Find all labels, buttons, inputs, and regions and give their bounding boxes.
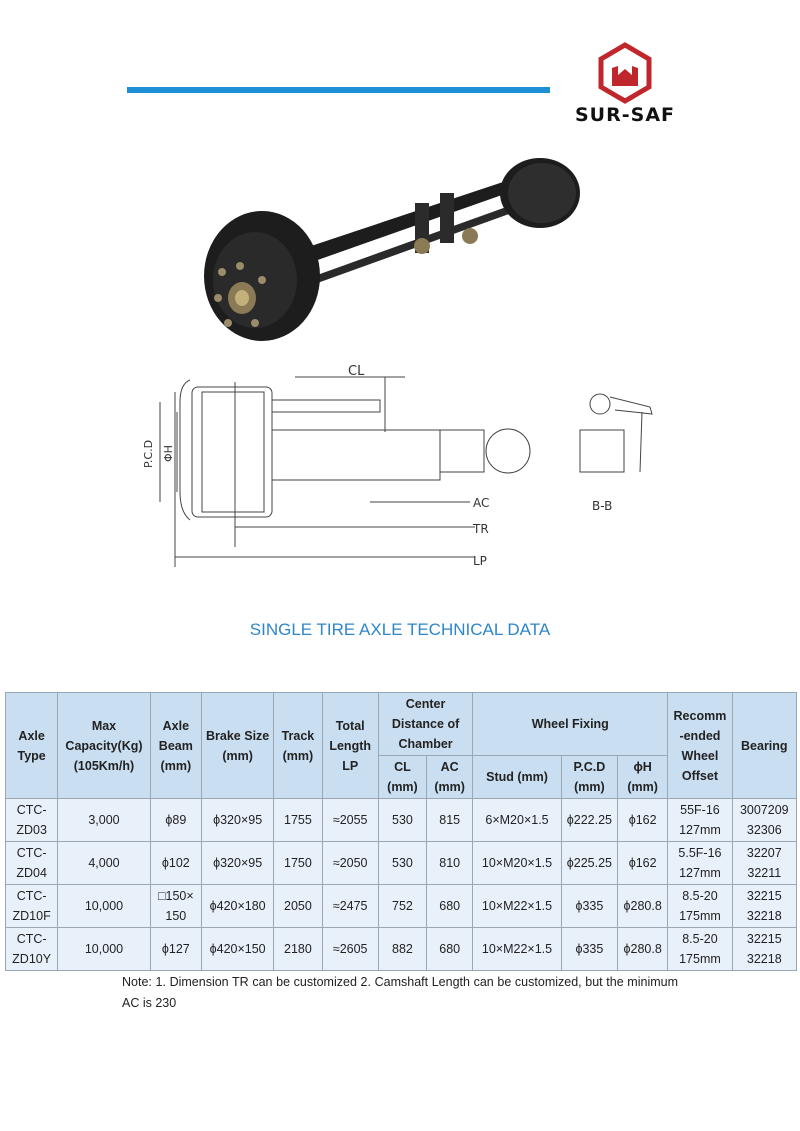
cell-cl: 752 — [378, 885, 426, 928]
logo-mark-icon — [560, 42, 690, 104]
cell-type: CTC-ZD10Y — [6, 928, 58, 971]
cell-ac: 680 — [427, 885, 473, 928]
cell-cl: 530 — [378, 842, 426, 885]
cell-beam: ϕ127 — [150, 928, 201, 971]
header-cl: CL (mm) — [378, 756, 426, 799]
cell-phi-h: ϕ162 — [618, 799, 668, 842]
cell-brake: ϕ420×150 — [201, 928, 273, 971]
cell-capacity: 3,000 — [58, 799, 150, 842]
cell-bearing: 32215 32218 — [732, 885, 796, 928]
cell-beam: ϕ102 — [150, 842, 201, 885]
label-cl: CL — [348, 364, 365, 379]
cell-capacity: 10,000 — [58, 885, 150, 928]
table-row — [6, 928, 797, 971]
footnote: Note: 1. Dimension TR can be customized 2. Camshaft Length can be customized, but the minimum AC is 230 — [122, 975, 678, 1010]
header-wheel-fixing: Wheel Fixing — [473, 693, 668, 756]
header-bearing: Bearing — [732, 693, 796, 799]
cell-stud: 10×M22×1.5 — [473, 885, 561, 928]
label-section-bb: B-B — [592, 499, 613, 513]
cell-pcd: ϕ335 — [561, 885, 617, 928]
cell-ac: 810 — [427, 842, 473, 885]
cell-type: CTC-ZD03 — [6, 799, 58, 842]
cell-brake: ϕ420×180 — [201, 885, 273, 928]
cell-cl: 882 — [378, 928, 426, 971]
cell-track: 1755 — [274, 799, 322, 842]
header-axle-type: Axle Type — [6, 693, 58, 799]
cell-bearing: 32215 32218 — [732, 928, 796, 971]
header-brake-size: Brake Size (mm) — [201, 693, 273, 799]
cell-stud: 10×M20×1.5 — [473, 842, 561, 885]
cell-offset: 55F-16 127mm — [668, 799, 732, 842]
header-wheel-offset: Recomm -ended Wheel Offset — [668, 693, 732, 799]
header-phi-h: ϕH (mm) — [618, 756, 668, 799]
header-total-length: Total Length LP — [322, 693, 378, 799]
cell-phi-h: ϕ280.8 — [618, 885, 668, 928]
cell-offset: 8.5-20 175mm — [668, 928, 732, 971]
cell-ac: 815 — [427, 799, 473, 842]
cell-track: 1750 — [274, 842, 322, 885]
cell-ac: 680 — [427, 928, 473, 971]
axle-product-photo — [200, 148, 590, 348]
cell-pcd: ϕ335 — [561, 928, 617, 971]
axle-technical-drawing — [130, 362, 670, 582]
header-stud: Stud (mm) — [473, 756, 561, 799]
label-ac: AC — [473, 496, 490, 510]
cell-lp: ≈2605 — [322, 928, 378, 971]
cell-phi-h: ϕ280.8 — [618, 928, 668, 971]
brand-logo — [560, 42, 690, 127]
table-row — [6, 885, 797, 928]
cell-track: 2050 — [274, 885, 322, 928]
header-axle-beam: Axle Beam (mm) — [150, 693, 201, 799]
cell-offset: 8.5-20 175mm — [668, 885, 732, 928]
cell-type: CTC-ZD04 — [6, 842, 58, 885]
cell-cl: 530 — [378, 799, 426, 842]
cell-offset: 5.5F-16 127mm — [668, 842, 732, 885]
cell-beam: ϕ89 — [150, 799, 201, 842]
cell-brake: ϕ320×95 — [201, 799, 273, 842]
table-row — [6, 799, 797, 842]
cell-stud: 10×M22×1.5 — [473, 928, 561, 971]
header-center-distance: Center Distance of Chamber — [378, 693, 472, 756]
cell-capacity: 10,000 — [58, 928, 150, 971]
cell-lp: ≈2050 — [322, 842, 378, 885]
cell-beam: □150× 150 — [150, 885, 201, 928]
cell-bearing: 3007209 32306 — [732, 799, 796, 842]
cell-stud: 6×M20×1.5 — [473, 799, 561, 842]
section-title: SINGLE TIRE AXLE TECHNICAL DATA — [249, 620, 551, 639]
label-phi-h: ΦH — [162, 445, 175, 462]
header-pcd: P.C.D (mm) — [561, 756, 617, 799]
cell-phi-h: ϕ162 — [618, 842, 668, 885]
cell-capacity: 4,000 — [58, 842, 150, 885]
header-accent-bar — [127, 87, 550, 93]
header-track: Track (mm) — [274, 693, 322, 799]
logo-text: SUR-SAF — [575, 104, 675, 126]
table-row — [6, 842, 797, 885]
header-ac: AC (mm) — [427, 756, 473, 799]
cell-pcd: ϕ225.25 — [561, 842, 617, 885]
cell-track: 2180 — [274, 928, 322, 971]
label-pcd: P.C.D — [142, 439, 155, 468]
cell-pcd: ϕ222.25 — [561, 799, 617, 842]
spec-table — [5, 692, 797, 971]
label-lp: LP — [473, 554, 487, 568]
cell-type: CTC-ZD10F — [6, 885, 58, 928]
label-tr: TR — [473, 522, 489, 536]
cell-lp: ≈2475 — [322, 885, 378, 928]
cell-brake: ϕ320×95 — [201, 842, 273, 885]
header-max-capacity: Max Capacity(Kg) (105Km/h) — [58, 693, 150, 799]
cell-bearing: 32207 32211 — [732, 842, 796, 885]
cell-lp: ≈2055 — [322, 799, 378, 842]
